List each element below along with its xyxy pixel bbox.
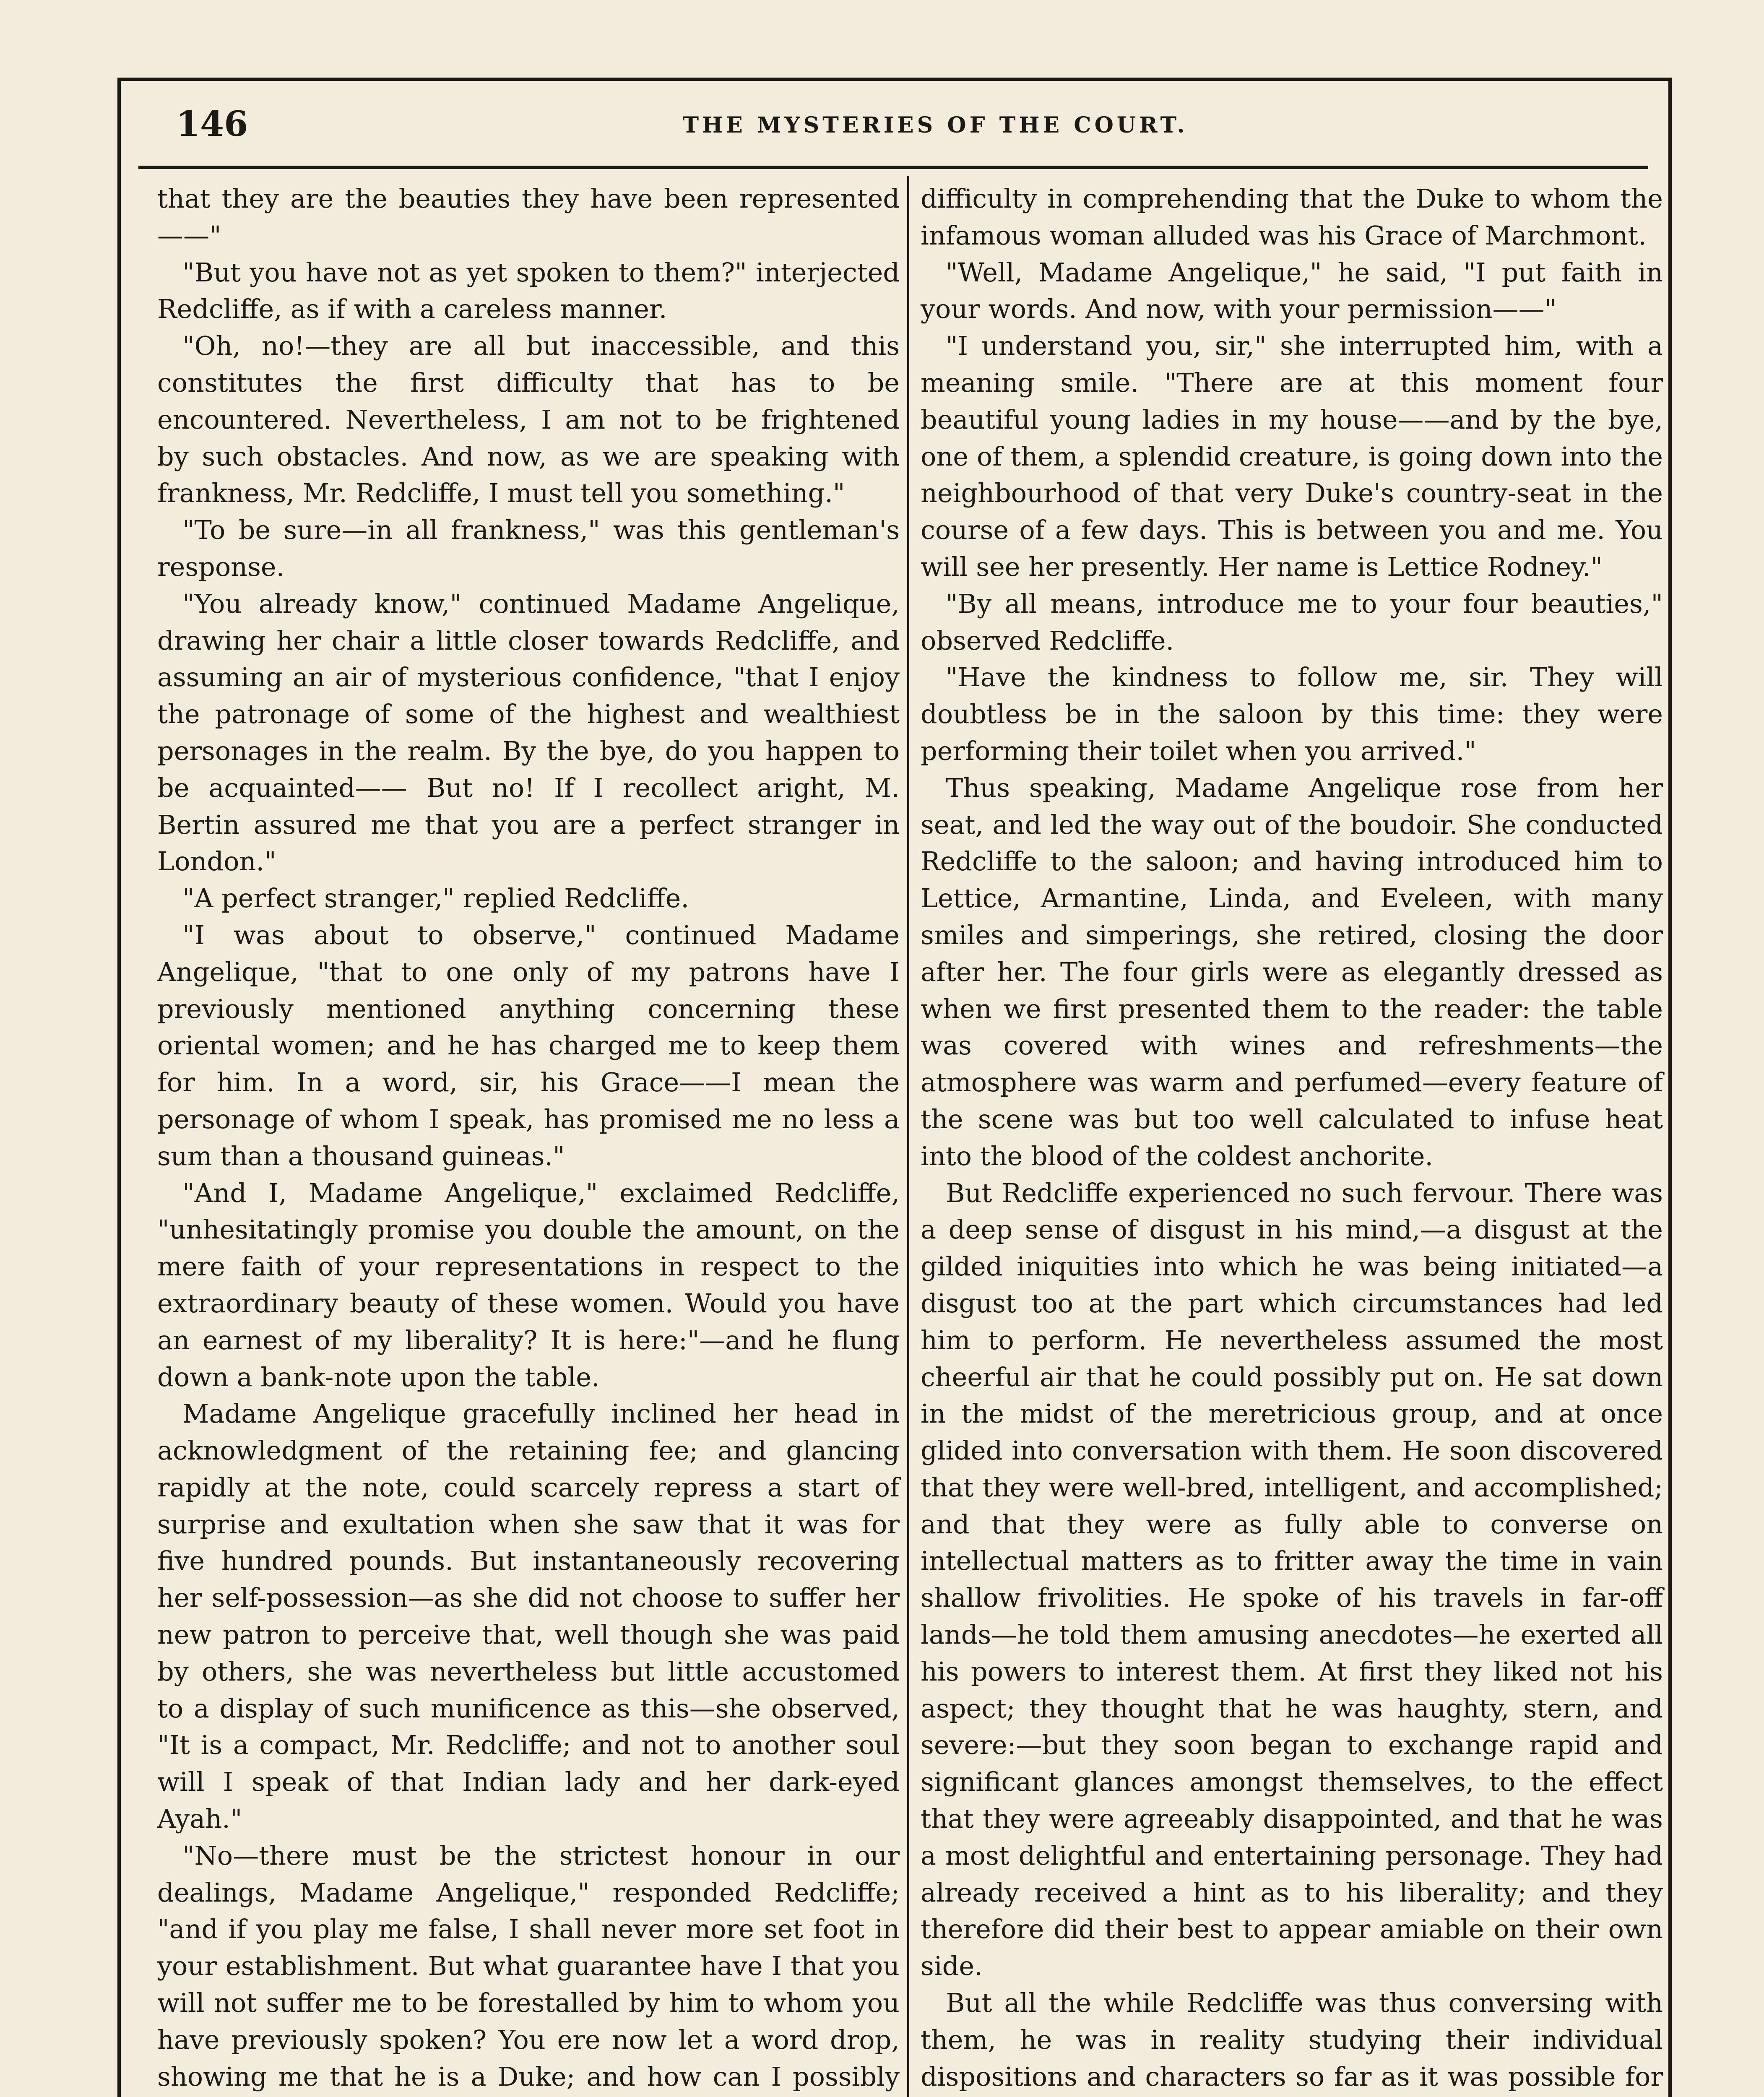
paragraph: "Oh, no!—they are all but inaccessible, and this constitutes the first difficulty that has to be encountered. Nevertheless, I am not to be frightened by such obstacles. And now, as we are speaking with frankness, Mr. Redcliffe, I must tell you something." bbox=[157, 330, 900, 509]
paragraph: that they are the beauties they have been represented——" bbox=[157, 183, 900, 251]
paragraph: "I was about to observe," continued Madame Angelique, "that to one only of my patrons have I previously mentioned anything concerning these oriental women; and he has charged me to keep them for him. In a word, sir, his Grace——I mean the personage of whom I speak, has promised me no less a sum than a thousand guineas." bbox=[157, 919, 900, 1171]
paragraph: Madame Angelique gracefully inclined her head in acknowledgment of the retaining fee; and glancing rapidly at the note, could scarcely repress a start of surprise and exultation when she saw that it was for five hundred pounds. But instantaneously recovering her self-possession—as she did not choose to suffer her new patron to perceive that, well though she was paid by others, she was nevertheless but little accustomed to a display of such munificence as this—she observed, "It is a compact, Mr. Redcliffe; and not to another soul will I speak of that Indian lady and her dark-eyed Ayah." bbox=[157, 1398, 900, 1834]
paragraph: "To be sure—in all frankness," was this gentleman's response. bbox=[157, 515, 900, 582]
paragraph: "Well, Madame Angelique," he said, "I put faith in your words. And now, with your permission——" bbox=[921, 257, 1663, 325]
paragraph: "No—there must be the strictest honour in our dealings, Madame Angelique," responded Redcliffe; "and if you play me false, I shall never more set foot in your establishment. But what guarantee have I that you will not suffer me to be forestalled by him to whom you have previously spoken? You ere now let a word drop, showing me that he is a Duke; and how can I possibly bbox=[157, 1840, 900, 2092]
paragraph: "I understand you, sir," she interrupted him, with a meaning smile. "There are at this moment four beautiful young ladies in my house——and by the bye, one of them, a splendid creature, is going down into the neighbourhood of that very Duke's country-seat in the course of a few days. This is between you and me. You will see her presently. Her name is Lettice Rodney." bbox=[921, 330, 1663, 582]
paragraph: "By all means, introduce me to your four beauties," observed Redcliffe. bbox=[921, 588, 1663, 656]
page-number: 146 bbox=[176, 104, 248, 144]
paragraph: But Redcliffe experienced no such fervour. There was a deep sense of disgust in his mind,—a disgust at the gilded iniquities into which he was being initiated—a disgust too at the part which circumstances had led him to perform. He nevertheless assumed the most cheerful air that he could possibly put on. He sat down in the midst of the meretricious group, and at once glided into conversation with them. He soon discovered that they were well-bred, intelligent, and accomplished; and that they were as fully able to converse on intellectual matters as to fritter away the time in vain shallow frivolities. He spoke of his travels in far-off lands—he told them amusing anecdotes—he exerted all his powers to interest them. At first they liked not his aspect; they thought that he was haughty, stern, and severe:—but they soon began to exchange rapid and significant glances amongst themselves, to the effect that they were agreeably disappointed, and that he was a most delightful and entertaining personage. They had already received a hint as to his liberality; and they therefore did their best to appear amiable on their own side. bbox=[921, 1177, 1663, 1982]
paragraph: "A perfect stranger," replied Redcliffe. bbox=[182, 883, 689, 914]
left-column bbox=[157, 180, 900, 2097]
running-title: THE MYSTERIES OF THE COURT. bbox=[682, 112, 1188, 138]
paragraph: "But you have not as yet spoken to them?" interjected Redcliffe, as if with a careless manner. bbox=[157, 257, 900, 325]
paragraph: "You already know," continued Madame Angelique, drawing her chair a little closer towards Redcliffe, and assuming an air of mysterious confidence, "that I enjoy the patronage of some of the highest and wealthiest personages in the realm. By the bye, do you happen to be acquainted—— But no! If I recollect aright, M. Bertin assured me that you are a perfect stranger in London." bbox=[157, 588, 900, 877]
column-divider bbox=[907, 176, 909, 2097]
paragraph: "Have the kindness to follow me, sir. They will doubtless be in the saloon by this time: they were performing their toilet when you arrived." bbox=[921, 662, 1663, 766]
paragraph: difficulty in comprehending that the Duke to whom the infamous woman alluded was his Grace of Marchmont. bbox=[921, 183, 1663, 251]
paragraph: Thus speaking, Madame Angelique rose from her seat, and led the way out of the boudoir. She conducted Redcliffe to the saloon; and having introduced him to Lettice, Armantine, Linda, and Eveleen, with many smiles and simperings, she retired, closing the door after her. The four girls were as elegantly dressed as when we first presented them to the reader: the table was covered with wines and refreshments—the atmosphere was warm and perfumed—every feature of the scene was but too well calculated to infuse heat into the blood of the coldest anchorite. bbox=[921, 772, 1663, 1171]
right-column bbox=[921, 180, 1663, 2097]
paragraph: But all the while Redcliffe was thus conversing with them, he was in reality studying their individual dispositions and characters so far as it was possible for bbox=[921, 1988, 1663, 2092]
header-rule bbox=[138, 166, 1648, 169]
paragraph: "And I, Madame Angelique," exclaimed Redcliffe, "unhesitatingly promise you double the amount, on the mere faith of your representations in respect to the extraordinary beauty of these women. Would you have an earnest of my liberality? It is here:"—and he flung down a bank-note upon the table. bbox=[157, 1177, 900, 1392]
